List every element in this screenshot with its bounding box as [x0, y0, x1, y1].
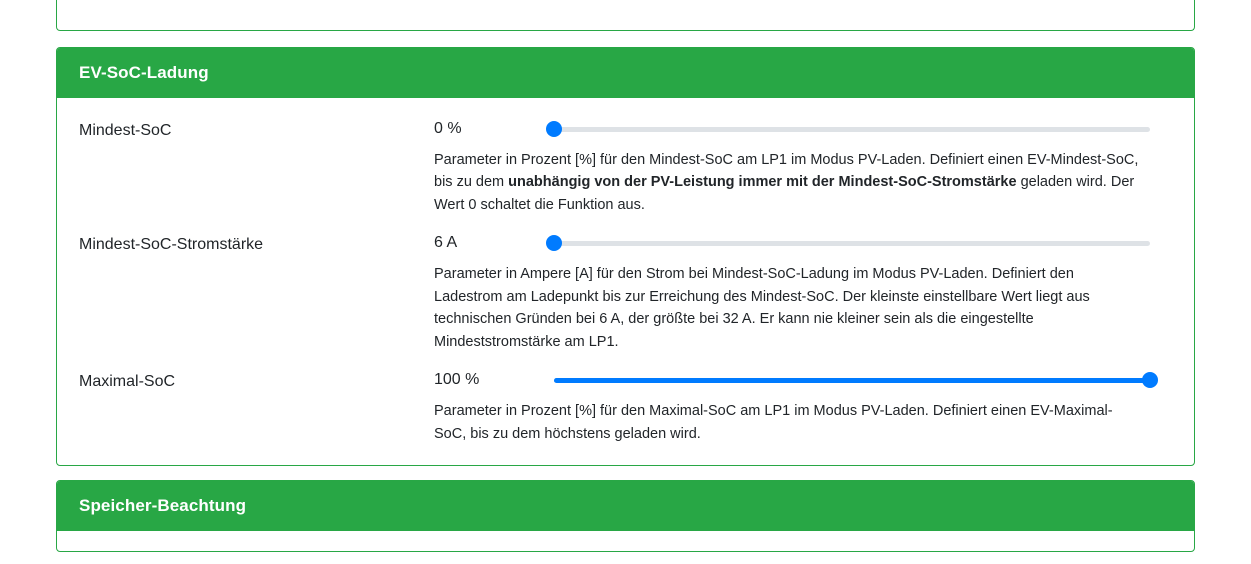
previous-card-bottom-edge: [56, 0, 1195, 31]
control-mindest-soc-stromstaerke: [434, 234, 1172, 353]
control-line-maximal-soc: [434, 371, 1172, 389]
slider-thumb-mindest-soc[interactable]: [546, 121, 562, 137]
control-line-mindest-soc-stromstaerke: [434, 234, 1172, 252]
slider-mindest-soc[interactable]: [554, 121, 1150, 137]
value-maximal-soc: 100 %: [434, 371, 480, 389]
card-title-ev-soc-ladung: EV-SoC-Ladung: [57, 48, 1194, 98]
slider-maximal-soc[interactable]: [554, 372, 1150, 388]
value-mindest-soc-stromstaerke: 6 A: [434, 234, 458, 252]
label-mindest-soc: Mindest-SoC: [79, 122, 172, 139]
spacer: [56, 466, 1195, 480]
card-speicher-beachtung: [56, 480, 1195, 552]
help-part: geladen wird. Der Wert 0 schaltet die Funktion aus.: [434, 174, 1135, 213]
control-mindest-soc: [434, 120, 1172, 216]
control-line-mindest-soc: [434, 120, 1172, 138]
help-text-maximal-soc: [434, 400, 1140, 445]
spacer: [56, 31, 1195, 47]
slider-thumb-mindest-soc-stromstaerke[interactable]: [546, 235, 562, 251]
label-maximal-soc: Maximal-SoC: [79, 373, 176, 391]
card-title-speicher-beachtung: Speicher-Beachtung: [57, 481, 1194, 531]
value-mindest-soc: 0 %: [434, 120, 462, 137]
setting-row-mindest-soc: [79, 120, 1172, 216]
help-part: Parameter in Prozent [%] für den Mindest-SoC am LP1 im Modus PV-Laden. Definiert einen EV-Mindest-SoC, bis zu dem: [434, 152, 1139, 191]
control-maximal-soc: [434, 371, 1172, 445]
help-text-mindest-soc: [434, 149, 1140, 216]
slider-wrap-mindest-soc: [554, 121, 1172, 137]
slider-wrap-maximal-soc: [554, 372, 1172, 388]
setting-row-maximal-soc: [79, 371, 1172, 445]
slider-track: [554, 241, 1150, 246]
slider-thumb-maximal-soc[interactable]: [1142, 372, 1158, 388]
help-part: Parameter in Ampere [A] für den Strom bei Mindest-SoC-Ladung im Modus PV-Laden. Definiert den Ladestrom am Ladepunkt bis zur Erreichung des Mindest-SoC. Der kleinste einstellbare Wert liegt aus technischen Gründen bei 6 A, der größte bei 32 A. Er kann nie kleiner sein als die eingestellte Mindeststromstärke am LP1.: [434, 266, 1090, 350]
card-ev-soc-ladung: [56, 47, 1195, 466]
card-body-speicher-beachtung: [57, 531, 1194, 551]
slider-mindest-soc-stromstaerke[interactable]: [554, 235, 1150, 251]
help-part: Parameter in Prozent [%] für den Maximal-SoC am LP1 im Modus PV-Laden. Definiert einen EV-Maximal-SoC, bis zu dem höchstens geladen wird.: [434, 403, 1113, 442]
slider-wrap-mindest-soc-stromstaerke: [554, 235, 1172, 251]
label-mindest-soc-stromstaerke: Mindest-SoC-Stromstärke: [79, 236, 264, 254]
help-text-mindest-soc-stromstaerke: [434, 263, 1140, 353]
card-body-ev-soc-ladung: [57, 98, 1194, 465]
slider-fill: [554, 378, 1150, 383]
help-part-bold: unabhängig von der PV-Leistung immer mit der Mindest-SoC-Stromstärke: [508, 174, 1017, 191]
slider-track: [554, 127, 1150, 132]
setting-row-mindest-soc-stromstaerke: [79, 234, 1172, 353]
